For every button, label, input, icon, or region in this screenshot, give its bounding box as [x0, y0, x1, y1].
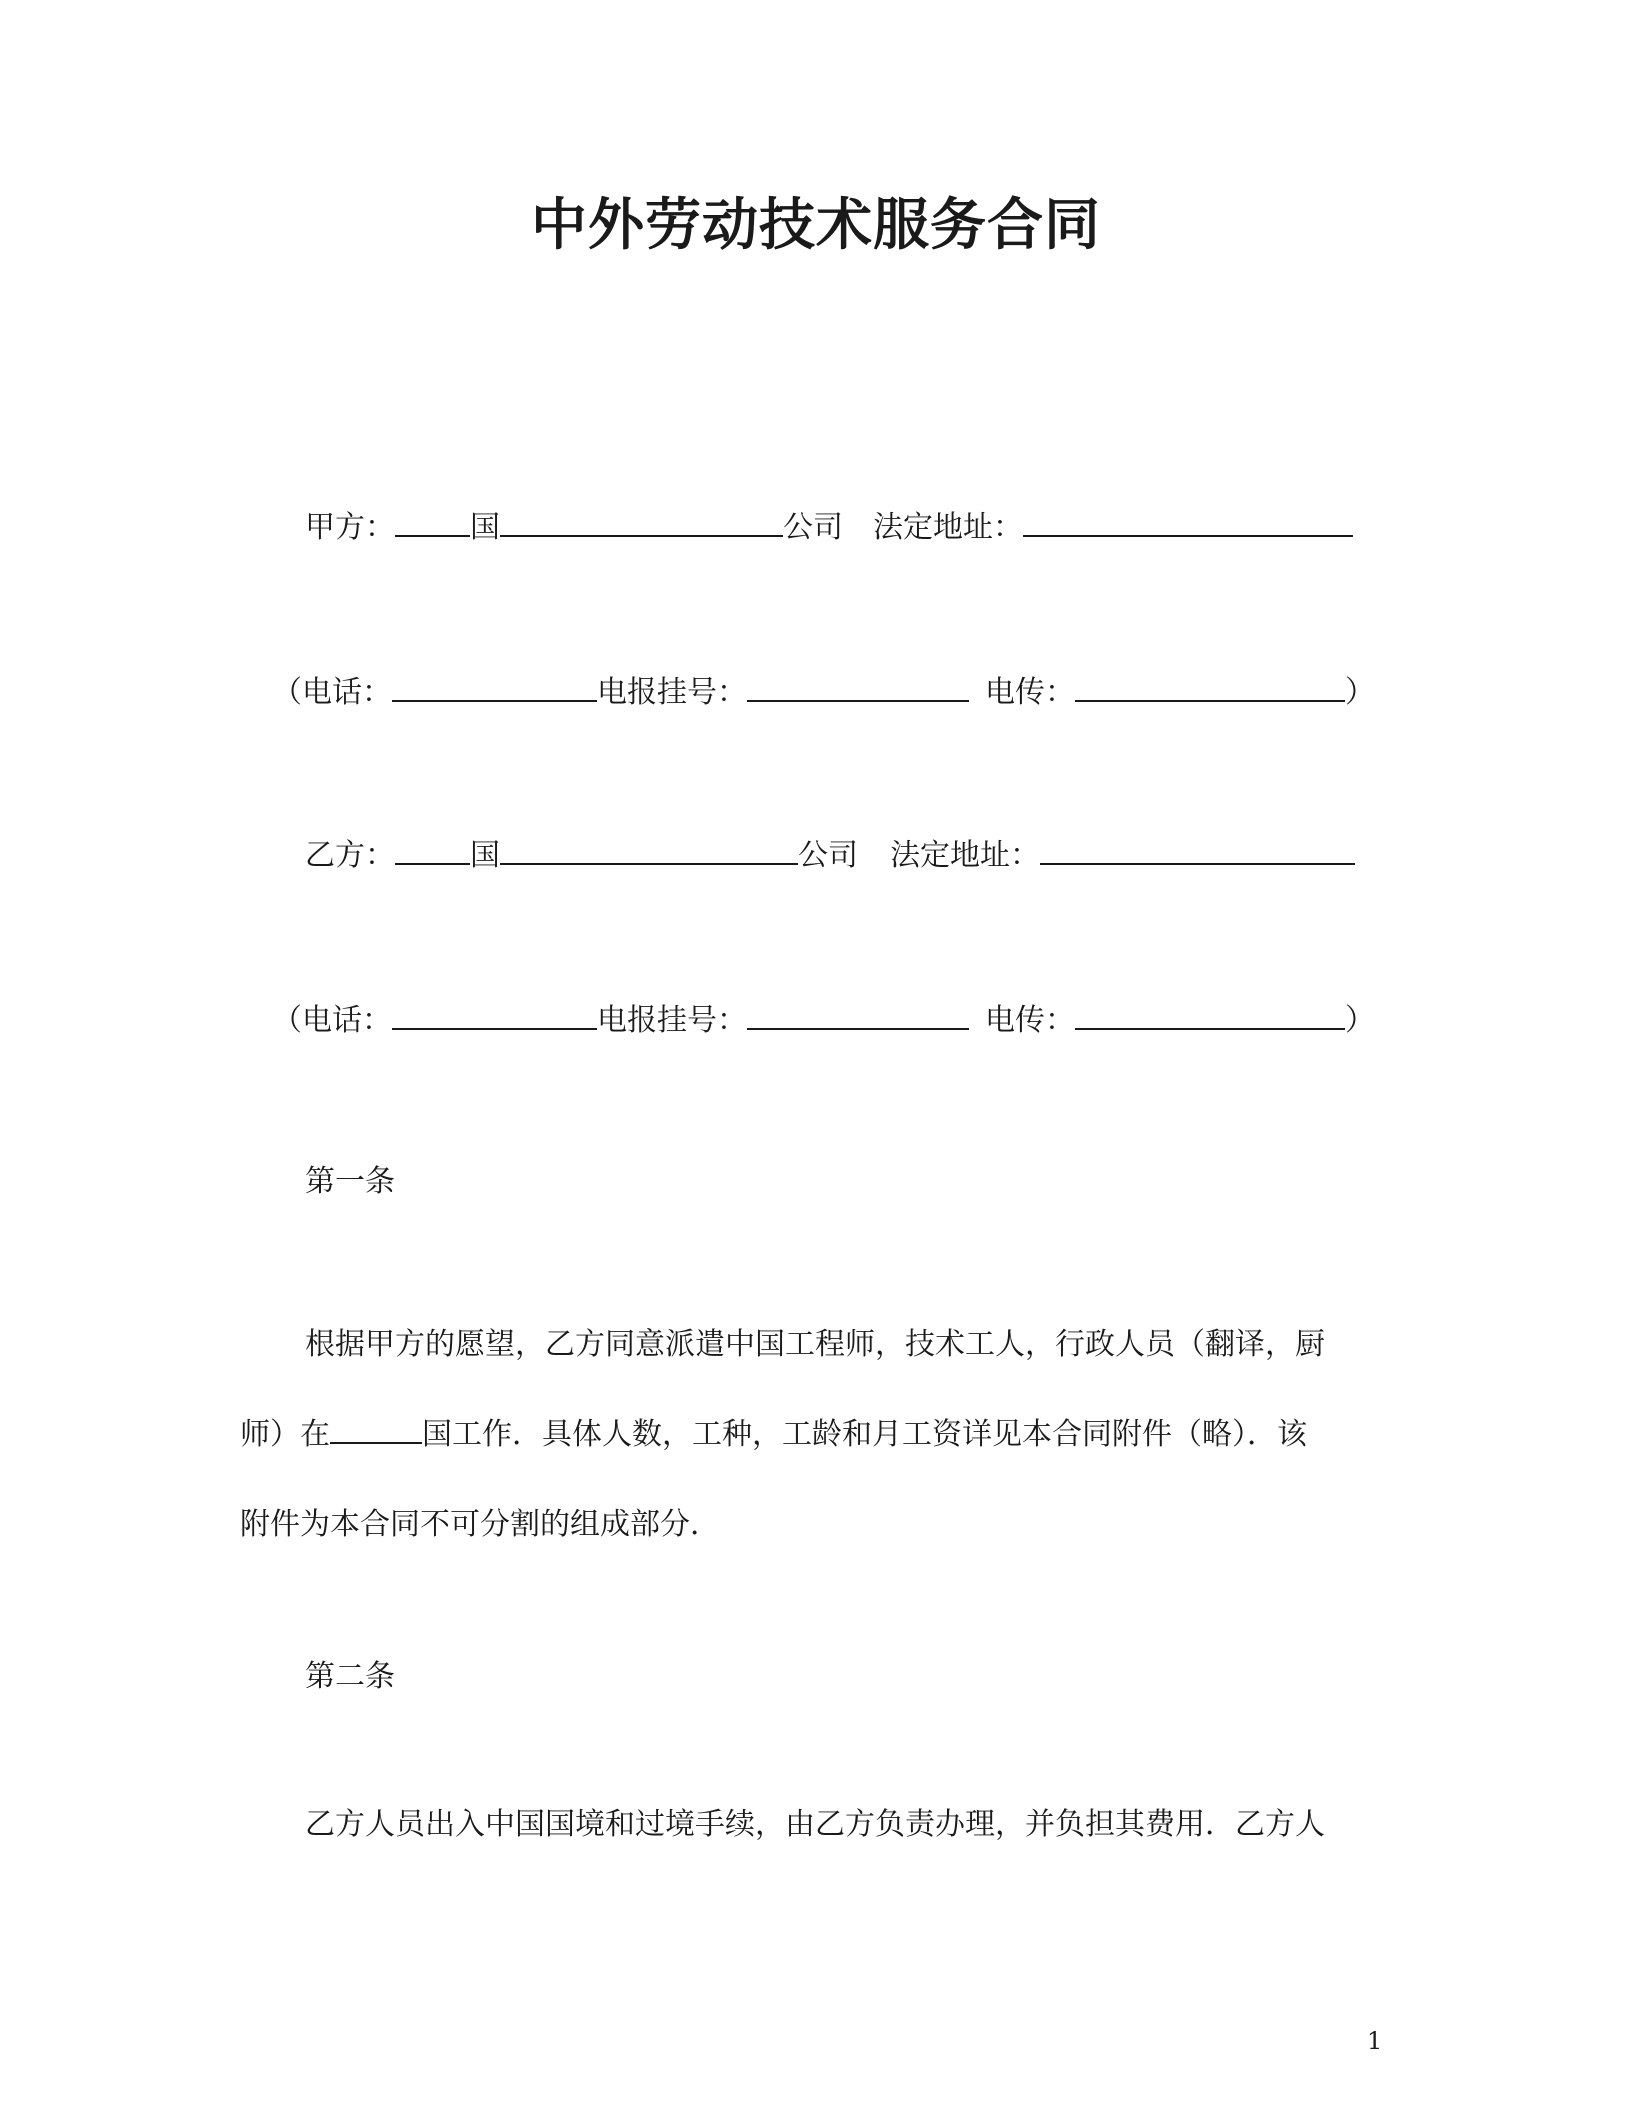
- party-a-address-label: 法定地址：: [873, 510, 1023, 545]
- article-1-line-1: 根据甲方的愿望，乙方同意派遣中国工程师，技术工人，行政人员（翻译，厨: [305, 1327, 1325, 1362]
- party-a-phone-label: 电话：: [302, 675, 392, 710]
- article-2-line-1: 乙方人员出入中国国境和过境手续，由乙方负责办理，并负担其费用．乙方人: [305, 1807, 1325, 1842]
- party-b-telegraph-blank[interactable]: [747, 998, 969, 1030]
- close-paren: ）: [1345, 675, 1375, 710]
- party-b-fax-blank[interactable]: [1075, 998, 1345, 1030]
- party-a-line: [305, 505, 1353, 548]
- party-a-label: 甲方：: [305, 510, 395, 545]
- work-country-blank[interactable]: [330, 1412, 422, 1444]
- party-a-address-blank[interactable]: [1023, 505, 1353, 537]
- close-paren: ）: [1345, 1003, 1375, 1038]
- party-a-fax-label: 电传：: [985, 675, 1075, 710]
- document-title: 中外劳动技术服务合同: [531, 193, 1101, 258]
- party-b-line: [305, 833, 1355, 876]
- party-b-country-suffix: 国: [470, 838, 500, 873]
- article-1-heading: 第一条: [305, 1164, 395, 1199]
- party-b-telegraph-label: 电报挂号：: [597, 1003, 747, 1038]
- article-1-line-2-pre: 师）在: [240, 1417, 330, 1452]
- party-b-company-blank[interactable]: [500, 833, 798, 865]
- article-2-body: [240, 1780, 1385, 1870]
- party-a-contact-line: [272, 670, 1375, 713]
- party-b-address-blank[interactable]: [1040, 833, 1355, 865]
- party-b-phone-blank[interactable]: [392, 998, 597, 1030]
- party-a-phone-blank[interactable]: [392, 670, 597, 702]
- party-b-label: 乙方：: [305, 838, 395, 873]
- party-a-country-blank[interactable]: [395, 505, 470, 537]
- party-a-company-blank[interactable]: [500, 505, 783, 537]
- party-a-country-suffix: 国: [470, 510, 500, 545]
- open-paren: （: [272, 675, 302, 710]
- party-b-address-label: 法定地址：: [890, 838, 1040, 873]
- party-b-country-blank[interactable]: [395, 833, 470, 865]
- party-a-telegraph-blank[interactable]: [747, 670, 969, 702]
- party-b-phone-label: 电话：: [302, 1003, 392, 1038]
- article-2-heading: 第二条: [305, 1659, 395, 1694]
- article-1-line-2: [240, 1390, 1385, 1480]
- party-a-telegraph-label: 电报挂号：: [597, 675, 747, 710]
- party-a-fax-blank[interactable]: [1075, 670, 1345, 702]
- party-b-fax-label: 电传：: [985, 1003, 1075, 1038]
- party-b-company-suffix: 公司: [798, 838, 858, 873]
- article-1-body: [240, 1300, 1385, 1570]
- article-1-line-2-post: 国工作．具体人数，工种，工龄和月工资详见本合同附件（略）．该: [422, 1417, 1307, 1452]
- article-1-line-3: 附件为本合同不可分割的组成部分．: [240, 1507, 720, 1542]
- open-paren: （: [272, 1003, 302, 1038]
- party-b-contact-line: [272, 998, 1375, 1041]
- party-a-company-suffix: 公司: [783, 510, 843, 545]
- page-number: 1: [1367, 2027, 1383, 2055]
